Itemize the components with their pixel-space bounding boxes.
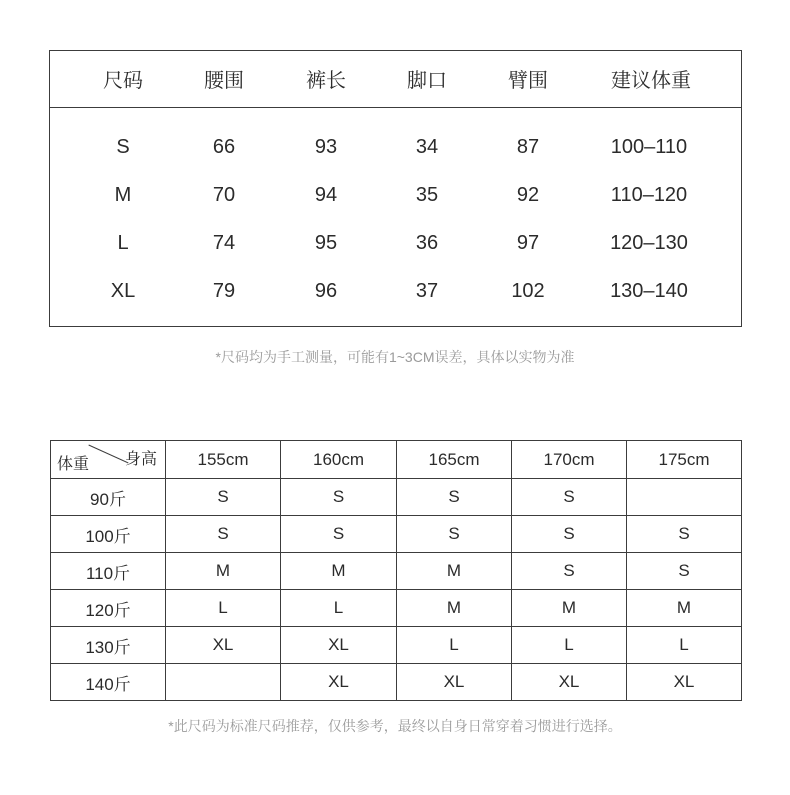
size-cell: XL	[281, 664, 397, 701]
corner-cell	[51, 441, 166, 479]
height-axis-label: 身高	[124, 451, 157, 468]
size-chart-row	[51, 664, 742, 701]
size-chart-row	[51, 479, 742, 516]
measure-cell: 37	[415, 280, 439, 302]
measure-cell: XL	[110, 280, 136, 302]
measure-cell: 35	[415, 184, 439, 206]
measure-cell: 110–120	[610, 184, 688, 206]
size-chart-row	[51, 627, 742, 664]
measure-cell: 93	[314, 136, 338, 158]
size-chart-row	[51, 553, 742, 590]
size-cell: XL	[166, 627, 281, 664]
header-suggested-weight: 建议体重	[611, 70, 691, 92]
height-header: 175cm	[627, 441, 742, 479]
size-cell: S	[281, 479, 397, 516]
measure-cell: 34	[415, 136, 439, 158]
size-cell: L	[397, 627, 512, 664]
height-header: 165cm	[397, 441, 512, 479]
weight-label: 140斤	[51, 664, 166, 701]
size-cell	[166, 664, 281, 701]
size-cell: XL	[397, 664, 512, 701]
size-cell: L	[166, 590, 281, 627]
measure-cell: L	[117, 232, 129, 254]
measure-cell: 120–130	[610, 232, 688, 254]
height-header: 170cm	[512, 441, 627, 479]
size-cell: S	[627, 516, 742, 553]
measure-cell: 36	[415, 232, 439, 254]
size-cell: S	[166, 516, 281, 553]
measurement-note: *尺码均为手工测量，可能有1~3CM误差，具体以实物为准	[215, 349, 575, 365]
measure-cell: 94	[314, 184, 338, 206]
measure-cell: 95	[314, 232, 338, 254]
measure-cell: 96	[314, 280, 338, 302]
weight-label: 90斤	[51, 479, 166, 516]
measure-cell: 130–140	[610, 280, 688, 302]
size-cell: M	[281, 553, 397, 590]
measurement-header-row	[50, 51, 741, 108]
measure-cell: 100–110	[610, 136, 688, 158]
header-leg-opening: 脚口	[407, 70, 447, 92]
size-cell: S	[627, 553, 742, 590]
measure-cell: 92	[516, 184, 540, 206]
weight-label: 130斤	[51, 627, 166, 664]
size-cell: S	[512, 553, 627, 590]
size-cell: M	[397, 553, 512, 590]
size-chart-row	[51, 516, 742, 553]
size-cell: XL	[627, 664, 742, 701]
size-chart-row	[51, 590, 742, 627]
measure-cell: 97	[516, 232, 540, 254]
size-cell: M	[166, 553, 281, 590]
size-cell: S	[166, 479, 281, 516]
size-cell: S	[512, 479, 627, 516]
measure-cell: 66	[212, 136, 236, 158]
measure-cell: 102	[511, 280, 545, 302]
size-cell	[627, 479, 742, 516]
header-size: 尺码	[103, 70, 143, 92]
size-cell: S	[397, 516, 512, 553]
weight-label: 120斤	[51, 590, 166, 627]
measure-cell: M	[114, 184, 132, 206]
header-arm: 臂围	[508, 70, 548, 92]
measure-cell: 70	[212, 184, 236, 206]
measure-cell: 87	[516, 136, 540, 158]
measure-cell: 79	[212, 280, 236, 302]
size-cell: M	[512, 590, 627, 627]
size-chart-note: *此尺码为标准尺码推荐，仅供参考，最终以自身日常穿着习惯进行选择。	[168, 718, 622, 734]
size-cell: L	[627, 627, 742, 664]
size-cell: L	[512, 627, 627, 664]
size-cell: S	[397, 479, 512, 516]
weight-label: 100斤	[51, 516, 166, 553]
size-cell: XL	[512, 664, 627, 701]
size-cell: L	[281, 590, 397, 627]
size-cell: M	[397, 590, 512, 627]
measurement-table	[49, 50, 742, 327]
height-header: 155cm	[166, 441, 281, 479]
size-cell: M	[627, 590, 742, 627]
weight-axis-label: 体重	[57, 456, 90, 473]
size-cell: XL	[281, 627, 397, 664]
height-header: 160cm	[281, 441, 397, 479]
size-cell: S	[512, 516, 627, 553]
header-waist: 腰围	[204, 70, 244, 92]
size-cell: S	[281, 516, 397, 553]
size-chart-header-row	[51, 441, 742, 479]
weight-label: 110斤	[51, 553, 166, 590]
measure-cell: 74	[212, 232, 236, 254]
size-chart-table	[50, 440, 742, 701]
header-pants-length: 裤长	[306, 70, 346, 92]
measure-cell: S	[116, 136, 130, 158]
